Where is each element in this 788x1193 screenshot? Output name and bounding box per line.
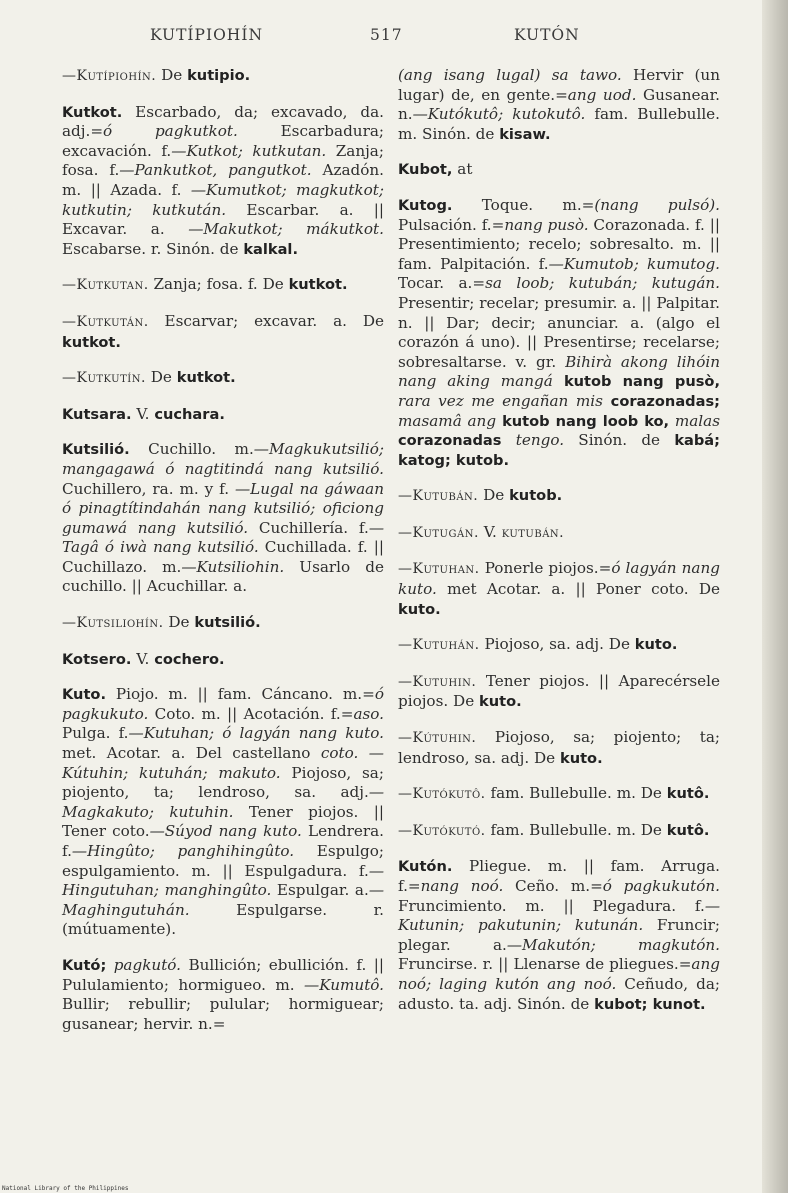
entry-kutuban: —Kutubán. De kutob.	[398, 486, 563, 505]
entry-kutkutan: —Kutkutan. Zanja; fosa. f. De kutkot.	[62, 275, 348, 294]
entry-kuto: Kuto. Piojo. m. || fam. Cáncano. m.=ó pagkukuto. Coto. m. || Acotación. f.=aso. Pulga. f.—Kutuhan; ó lagyán nang kuto. met. Acotar. a. Del castellano coto. — Kútuhin; kutuhán; makuto. Piojoso, sa; piojento, ta; lendroso, sa. adj.—Magkakuto; kutuhin. Tener piojos. || Tener coto.—Súyod nang kuto. Lendrera. f.—Hingûto; panghihingûto. Espulgo; espulgamiento. m. || Espulgadura. f.—Hingutuhan; manghingûto. Espulgar. a.—Maghingutuhán. Espulgarse. r. (mútuamente).	[62, 685, 385, 939]
entry-kutog: Kutog. Toque. m.=(nang pulsó). Pulsación. f.=nang pusò. Corazonada. f. || Presentimiento; recelo; sobresalto. m. || fam. Palpitación. f.—Kumutob; kumutog. Tocar. a.=sa loob; kutubán; kutugán. Presentir; recelar; presumir. a. || Palpitar. n. || Dar; decir; anunciar. a. (algo el corazón á uno). || Presentirse; recelarse; sobresaltarse. v. gr. Bihirà akong lihóin nang aking mangá kutob nang pusò, rara vez me engañan mis corazonadas; masamâ ang kutob nang loob ko, malas corazonadas tengo. Sinón. de kabá; katog; kutob.	[398, 195, 721, 469]
header-right-guideword: KUTÓN	[514, 26, 580, 44]
entry-kutkot: Kutkot. Escarbado, da; excavado, da. adj.=ó pagkutkot. Escarbadura; excavación. f.—Kutkot; kutkutan. Zanja; fosa. f.—Pankutkot, pangutkot. Azadón. m. || Azada. f. —Kumutkot; magkutkot; kutkutin; kutkután. Escarbar. a. || Excavar. a. —Makutkot; mákutkot. Escabarse. r. Sinón. de kalkal.	[62, 102, 385, 258]
entry-kutugan: —Kutugán. V. kutubán.	[398, 522, 565, 541]
entry-kuto-bullicion: Kutó; pagkutó. Bullición; ebullición. f. || Pululamiento; hormigueo. m. —Kumutô. Bullir; rebullir; pulular; hormiguear; gusanear; hervir. n.=	[62, 955, 384, 1033]
entry-kuton: Kutón. Pliegue. m. || fam. Arruga. f.=nang noó. Ceño. m.=ó pagkukutón. Fruncimiento. m. || Plegadura. f.—Kutunin; pakutunin; kutunán. Fruncir; plegar. a.—Makutón; magkutón. Fruncirse. r. || Llenarse de pliegues.=ang noó; laging kutón ang noó. Ceñudo, da; adusto. ta. adj. Sinón. de kubot; kunot.	[398, 857, 720, 1013]
entry-kotsero: Kotsero. V. cochero.	[62, 649, 225, 668]
entry-kutkutin: —Kutkutín. De kutkot.	[62, 368, 236, 387]
entry-kutsara: Kutsara. V. cuchara.	[62, 404, 225, 423]
right-column	[398, 66, 720, 1026]
entry-kutuhin-accent: —Kútuhin. Piojoso, sa; piojento; ta; lendroso, sa. adj. De kuto.	[398, 728, 720, 767]
entry-kuto-continued: (ang isang lugal) sa tawo. Hervir (un lugar) de, en gente.=ang uod. Gusanear. n.—Kutókutô; kutokutô. fam. Bullebulle. m. Sinón. de kisaw.	[398, 66, 720, 143]
entry-kubot: Kubot, at	[398, 160, 473, 179]
entry-kutkutan-accent: —Kutkután. Escarvar; excavar. a. De kutkot.	[62, 311, 384, 351]
page-number: 517	[370, 26, 403, 44]
page-spine-shadow	[762, 0, 788, 1193]
entry-kutsiliohin: —Kutsiliohín. De kutsilió.	[62, 613, 261, 632]
scan-watermark: National Library of the Philippines	[2, 1185, 129, 1192]
entry-kutipiohin: —Kutípiohín. De kutipio.	[62, 66, 251, 84]
entry-kutsilio: Kutsilió. Cuchillo. m.—Magkukutsilió; mangagawá ó nagtitindá nang kutsilió. Cuchillero, ra. m. y f. —Lugal na gáwaan ó pinagtítindahán nang kutsilió; oficiong gumawá nang kutsilió. Cuchillería. f.—Tagâ ó iwà nang kutsilió. Cuchillada. f. || Cuchillazo. m.—Kutsiliohin. Usarlo de cuchillo. || Acuchillar. a.	[62, 440, 385, 596]
entry-kutuhan: —Kutuhan. Ponerle piojos.=ó lagyán nang kuto. met Acotar. a. || Poner coto. De kuto.	[398, 559, 720, 618]
entry-kutokuto-2: —Kutókutó. fam. Bullebulle. m. De kutô.	[398, 820, 710, 839]
header-left-guideword: KUTÍPIOHÍN	[150, 26, 264, 44]
entry-kutuhin: —Kutuhin. Tener piojos. || Aparecérsele piojos. De kuto.	[398, 671, 720, 711]
entry-kutokuto: —Kutókutô. fam. Bullebulle. m. De kutô.	[398, 784, 710, 803]
entry-kutuhan-adj: —Kutuhán. Piojoso, sa. adj. De kuto.	[398, 635, 678, 654]
left-column	[62, 66, 384, 1046]
